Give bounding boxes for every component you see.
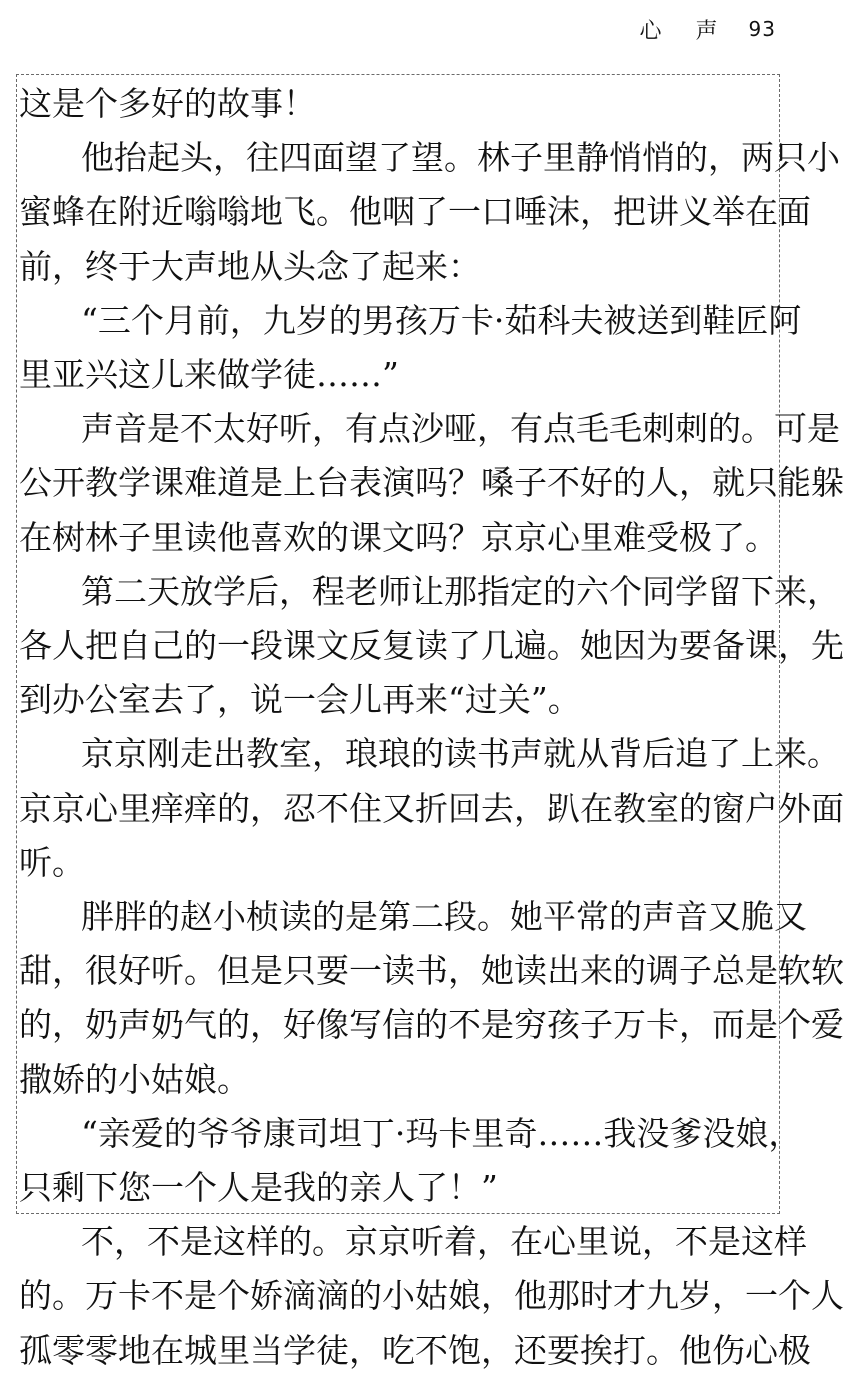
text-line: 这是个多好的故事！	[19, 84, 316, 123]
text-line: 孤零零地在城里当学徒，吃不饱，还要挨打。他伤心极	[19, 1330, 811, 1370]
text-line: 到办公室去了，说一会儿再来“过关”。	[19, 680, 581, 720]
text-line: 只剩下您一个人是我的亲人了！”	[19, 1168, 498, 1207]
book-title-first-char: 心	[639, 18, 662, 44]
text-line: 公开教学课难道是上台表演吗？嗓子不好的人，就只能躲	[19, 463, 844, 503]
book-title-second-char: 声	[695, 18, 718, 44]
text-line: 甜，很好听。但是只要一读书，她读出来的调子总是软软	[19, 951, 844, 991]
text-line: 听。	[19, 842, 85, 882]
text-line: “亲爱的爷爷康司坦丁·玛卡里奇……我没爹没娘，	[81, 1113, 802, 1153]
text-line: 蜜蜂在附近嗡嗡地飞。他咽了一口唾沫，把讲义举在面	[19, 192, 811, 232]
text-line: 声音是不太好听，有点沙哑，有点毛毛刺刺的。可是	[81, 409, 840, 449]
text-line: 第二天放学后，程老师让那指定的六个同学留下来，	[81, 571, 840, 611]
text-line: “三个月前，九岁的男孩万卡·茹科夫被送到鞋匠阿	[81, 300, 802, 340]
text-line: 撒娇的小姑娘。	[19, 1059, 250, 1099]
text-line: 他抬起头，往四面望了望。林子里静悄悄的，两只小	[81, 138, 840, 178]
text-line: 各人把自己的一段课文反复读了几遍。她因为要备课，先	[19, 626, 844, 665]
text-line: 里亚兴这儿来做学徒……”	[19, 355, 399, 394]
text-line: 京京心里痒痒的，忍不住又折回去，趴在教室的窗户外面	[19, 788, 844, 828]
text-line: 前，终于大声地从头念了起来：	[19, 246, 481, 286]
text-line: 的，奶声奶气的，好像写信的不是穷孩子万卡，而是个爱	[19, 1005, 844, 1045]
running-head	[623, 14, 776, 44]
text-line: 胖胖的赵小桢读的是第二段。她平常的声音又脆又	[81, 897, 807, 936]
body-text-frame	[16, 74, 844, 1370]
text-line: 在树林子里读他喜欢的课文吗？京京心里难受极了。	[19, 517, 778, 557]
text-line: 的。万卡不是个娇滴滴的小姑娘，他那时才九岁，一个人	[19, 1276, 844, 1316]
text-line: 京京刚走出教室，琅琅的读书声就从背后追了上来。	[81, 734, 840, 774]
text-line: 不，不是这样的。京京听着，在心里说，不是这样	[81, 1222, 807, 1262]
page-number: 93	[748, 17, 776, 41]
